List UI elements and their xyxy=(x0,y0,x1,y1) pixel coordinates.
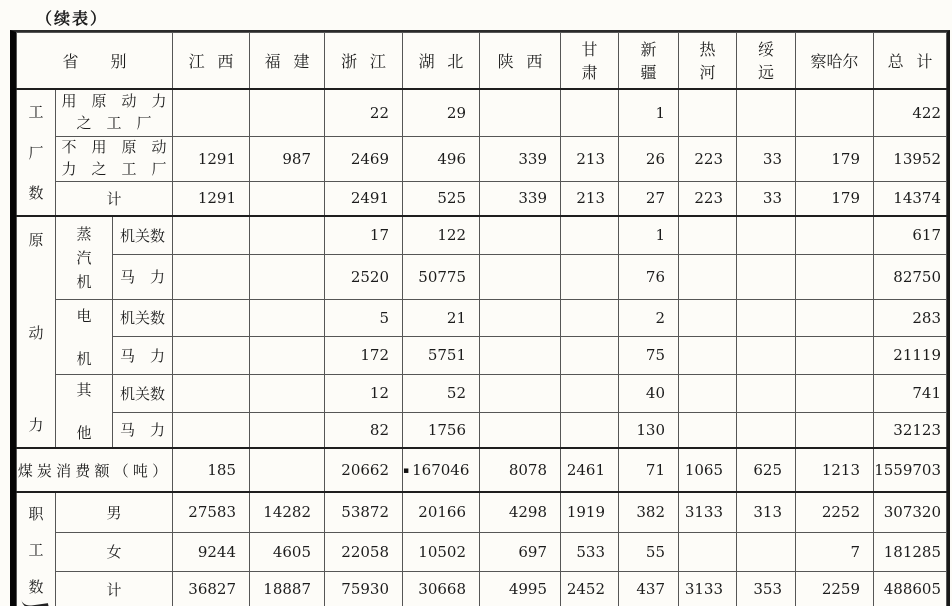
table-cell: 55 xyxy=(619,532,679,571)
row-label-electric-horsepower: 马 力 xyxy=(113,336,173,374)
table-cell: 18887 xyxy=(250,571,325,606)
table-cell xyxy=(679,336,737,374)
table-cell: 40 xyxy=(619,374,679,412)
row-electric-motor-count xyxy=(17,299,947,336)
table-cell xyxy=(737,336,796,374)
table-cell: 130 xyxy=(619,412,679,448)
table-cell: 32123 xyxy=(874,412,947,448)
table-cell xyxy=(679,532,737,571)
table-cell: 13952 xyxy=(874,137,947,182)
table-cell: 741 xyxy=(874,374,947,412)
table-cell xyxy=(480,254,561,299)
table-cell: 21 xyxy=(403,299,480,336)
col-header-zhejiang: 浙江 xyxy=(325,33,403,89)
group-label-factory-count: 工 厂 数 xyxy=(17,89,56,217)
col-header-total: 总计 xyxy=(874,33,947,89)
table-cell xyxy=(173,254,250,299)
table-cell xyxy=(737,532,796,571)
table-cell xyxy=(679,89,737,137)
table-cell: 29 xyxy=(403,89,480,137)
table-cell xyxy=(173,89,250,137)
table-cell: 4605 xyxy=(250,532,325,571)
col-header-jiangxi: 江西 xyxy=(173,33,250,89)
table-cell xyxy=(737,412,796,448)
table-cell xyxy=(796,216,874,254)
col-header-rehe: 热河 xyxy=(679,33,737,89)
table-cell xyxy=(250,299,325,336)
col-header-chahar: 察哈尔 xyxy=(796,33,874,89)
table-cell: 122 xyxy=(403,216,480,254)
row-other-horsepower xyxy=(17,412,947,448)
table-cell: 353 xyxy=(737,571,796,606)
table-cell: 1065 xyxy=(679,448,737,492)
table-cell xyxy=(737,216,796,254)
table-cell: 223 xyxy=(679,181,737,216)
table-cell: 1291 xyxy=(173,137,250,182)
table-cell: 21119 xyxy=(874,336,947,374)
table-cell: 213 xyxy=(561,137,619,182)
table-cell xyxy=(173,374,250,412)
table-cell: 4298 xyxy=(480,492,561,532)
table-cell: 30668 xyxy=(403,571,480,606)
table-cell xyxy=(561,254,619,299)
table-cell xyxy=(796,412,874,448)
table-cell: 2469 xyxy=(325,137,403,182)
table-cell xyxy=(561,412,619,448)
table-cell: 5 xyxy=(325,299,403,336)
row-factory-subtotal xyxy=(17,181,947,216)
row-staff-female xyxy=(17,532,947,571)
col-header-gansu: 甘肃 xyxy=(561,33,619,89)
table-cell: 2520 xyxy=(325,254,403,299)
provincial-statistics-table xyxy=(16,32,947,606)
table-cell xyxy=(250,181,325,216)
group-label-staff-count: 职 工 数 xyxy=(17,492,56,606)
table-cell xyxy=(679,374,737,412)
table-cell: 5751 xyxy=(403,336,480,374)
col-header-suiyuan: 绥远 xyxy=(737,33,796,89)
table-cell xyxy=(561,374,619,412)
row-label-factory-subtotal: 计 xyxy=(56,181,173,216)
table-cell: 488605 xyxy=(874,571,947,606)
table-cell: 1213 xyxy=(796,448,874,492)
table-cell xyxy=(737,374,796,412)
table-cell: 179 xyxy=(796,181,874,216)
table-cell: 20662 xyxy=(325,448,403,492)
table-cell xyxy=(250,374,325,412)
table-cell: 33 xyxy=(737,181,796,216)
table-cell: 3133 xyxy=(679,492,737,532)
table-cell xyxy=(796,336,874,374)
row-label-female: 女 xyxy=(56,532,173,571)
group-label-steam-engine: 蒸 汽 机 xyxy=(56,216,113,299)
row-factories-with-power xyxy=(17,89,947,137)
row-label-coal-consumption: 煤炭消费额（吨） xyxy=(17,448,173,492)
group-label-motive-power: 原 动 力 xyxy=(17,216,56,448)
table-cell: 1559703 xyxy=(874,448,947,492)
table-cell: 33 xyxy=(737,137,796,182)
group-label-electric-motor: 电 机 xyxy=(56,299,113,374)
table-cell xyxy=(561,89,619,137)
row-factories-without-power xyxy=(17,137,947,182)
table-cell: 10502 xyxy=(403,532,480,571)
table-cell: 625 xyxy=(737,448,796,492)
row-label-other-horsepower: 马 力 xyxy=(113,412,173,448)
table-cell: 382 xyxy=(619,492,679,532)
table-cell xyxy=(480,89,561,137)
table-cell: 1 xyxy=(619,216,679,254)
table-cell: 22058 xyxy=(325,532,403,571)
table-cell: 339 xyxy=(480,181,561,216)
row-label-other-engine-count: 机关数 xyxy=(113,374,173,412)
table-cell: 422 xyxy=(874,89,947,137)
table-cell xyxy=(561,336,619,374)
table-cell xyxy=(250,254,325,299)
col-header-hubei: 湖北 xyxy=(403,33,480,89)
group-label-other-power: 其 他 xyxy=(56,374,113,448)
table-cell: 36827 xyxy=(173,571,250,606)
row-steam-engine-count xyxy=(17,216,947,254)
row-label-male: 男 xyxy=(56,492,173,532)
row-other-engine-count xyxy=(17,374,947,412)
table-cell xyxy=(737,89,796,137)
table-cell xyxy=(173,216,250,254)
table-cell: 283 xyxy=(874,299,947,336)
table-cell xyxy=(250,448,325,492)
table-cell xyxy=(480,216,561,254)
table-cell xyxy=(679,254,737,299)
row-header-title: 省 别 xyxy=(17,33,173,89)
table-cell: 2 xyxy=(619,299,679,336)
table-cell: 26 xyxy=(619,137,679,182)
table-cell: 2461 xyxy=(561,448,619,492)
table-cell: 1 xyxy=(619,89,679,137)
table-cell: 75930 xyxy=(325,571,403,606)
table-cell: 172 xyxy=(325,336,403,374)
table-cell xyxy=(250,412,325,448)
table-cell: 307320 xyxy=(874,492,947,532)
table-cell xyxy=(679,412,737,448)
table-frame xyxy=(10,30,950,606)
table-cell: 313 xyxy=(737,492,796,532)
table-cell xyxy=(173,412,250,448)
table-cell xyxy=(250,336,325,374)
table-cell: 525 xyxy=(403,181,480,216)
table-cell xyxy=(737,254,796,299)
table-cell: 213 xyxy=(561,181,619,216)
row-steam-horsepower xyxy=(17,254,947,299)
table-cell xyxy=(561,216,619,254)
table-cell: 4995 xyxy=(480,571,561,606)
table-cell: 14282 xyxy=(250,492,325,532)
table-cell: ▪ 167046 xyxy=(403,448,480,492)
table-cell: 1919 xyxy=(561,492,619,532)
table-cell: 20166 xyxy=(403,492,480,532)
table-cell xyxy=(796,299,874,336)
row-coal-consumption xyxy=(17,448,947,492)
table-cell: 2259 xyxy=(796,571,874,606)
table-cell: 82 xyxy=(325,412,403,448)
table-cell: 82750 xyxy=(874,254,947,299)
table-cell: 9244 xyxy=(173,532,250,571)
table-cell xyxy=(561,299,619,336)
table-cell: 617 xyxy=(874,216,947,254)
table-cell xyxy=(173,336,250,374)
row-label-steam-horsepower: 马 力 xyxy=(113,254,173,299)
table-cell xyxy=(250,89,325,137)
table-cell: 181285 xyxy=(874,532,947,571)
table-cell: 76 xyxy=(619,254,679,299)
table-cell: 179 xyxy=(796,137,874,182)
table-cell: 8078 xyxy=(480,448,561,492)
table-cell: 1756 xyxy=(403,412,480,448)
table-cell: 14374 xyxy=(874,181,947,216)
table-cell xyxy=(480,374,561,412)
table-cell: 7 xyxy=(796,532,874,571)
table-cell xyxy=(480,336,561,374)
table-cell: 27583 xyxy=(173,492,250,532)
table-cell xyxy=(796,254,874,299)
table-cell xyxy=(679,216,737,254)
header-row xyxy=(17,33,947,89)
table-cell: 22 xyxy=(325,89,403,137)
table-cell: 50775 xyxy=(403,254,480,299)
table-cell: 75 xyxy=(619,336,679,374)
table-cell xyxy=(737,299,796,336)
table-cell: 339 xyxy=(480,137,561,182)
table-cell: 2452 xyxy=(561,571,619,606)
table-cell xyxy=(480,299,561,336)
col-header-fujian: 福建 xyxy=(250,33,325,89)
table-cell xyxy=(480,412,561,448)
table-cell xyxy=(679,299,737,336)
table-cell: 496 xyxy=(403,137,480,182)
table-cell: 2252 xyxy=(796,492,874,532)
table-cell: 987 xyxy=(250,137,325,182)
table-cell: 3133 xyxy=(679,571,737,606)
row-staff-total xyxy=(17,571,947,606)
table-cell: 17 xyxy=(325,216,403,254)
row-electric-horsepower xyxy=(17,336,947,374)
col-header-xinjiang: 新疆 xyxy=(619,33,679,89)
table-cell: 53872 xyxy=(325,492,403,532)
table-cell: 697 xyxy=(480,532,561,571)
table-cell xyxy=(173,299,250,336)
row-staff-male xyxy=(17,492,947,532)
row-label-with-power: 用 原 动 力 之 工 厂 xyxy=(56,89,173,137)
col-header-shaanxi: 陕西 xyxy=(480,33,561,89)
table-cell: 185 xyxy=(173,448,250,492)
table-continuation-title: （续表） xyxy=(36,9,109,28)
table-cell xyxy=(250,216,325,254)
table-cell xyxy=(796,89,874,137)
table-cell: 223 xyxy=(679,137,737,182)
table-cell: 52 xyxy=(403,374,480,412)
row-label-electric-motor-count: 机关数 xyxy=(113,299,173,336)
table-cell: 533 xyxy=(561,532,619,571)
table-cell: 71 xyxy=(619,448,679,492)
table-cell: 12 xyxy=(325,374,403,412)
table-cell: 2491 xyxy=(325,181,403,216)
table-cell: 27 xyxy=(619,181,679,216)
row-label-steam-engine-count: 机关数 xyxy=(113,216,173,254)
row-label-staff-total: 计 xyxy=(56,571,173,606)
table-cell: 1291 xyxy=(173,181,250,216)
row-label-without-power: 不 用 原 动 力 之 工 厂 xyxy=(56,137,173,182)
table-cell: 437 xyxy=(619,571,679,606)
table-cell xyxy=(796,374,874,412)
